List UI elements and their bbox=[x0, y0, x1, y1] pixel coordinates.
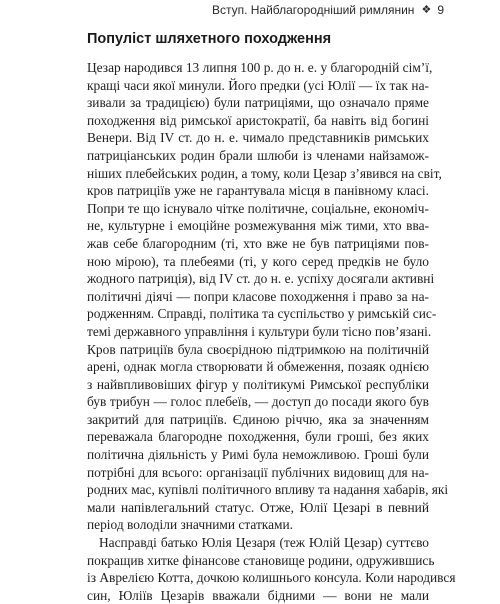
text-line: із Аврелією Котта, дочкою колишнього консула. Коли народився bbox=[87, 570, 456, 586]
text-line: син, Юліїв Цезарів вважали бідними — вони не мали bbox=[87, 587, 429, 603]
text-line: не, культурне і емоційне розмежування між тими, хто вва- bbox=[87, 218, 429, 234]
page-number: 9 bbox=[437, 3, 444, 17]
text-line: родних мас, купівлі політичного впливу та надання хабарів, які bbox=[87, 482, 449, 498]
text-line: Насправді батько Юлія Цезаря (теж Юлій Цезар) суттєво bbox=[99, 535, 429, 551]
body-text bbox=[87, 59, 456, 604]
paragraph bbox=[87, 534, 456, 604]
text-line: Венери. Від IV ст. до н. е. чимало представників римських bbox=[87, 130, 429, 146]
text-line: Попри те що існувало чітке політичне, соціальне, економіч- bbox=[87, 200, 429, 216]
text-line: покращив хитке фінансове становище родини, одружившись bbox=[87, 552, 435, 568]
text-line: жав себе благородним (ті, хто вже не був патриціями пов- bbox=[87, 235, 429, 251]
text-line: політична діяльність у Римі була неможливою. Гроші були bbox=[87, 447, 429, 463]
text-line: жодного патриція), від IV ст. до н. е. успіху досягали активні bbox=[87, 271, 435, 287]
running-header bbox=[212, 0, 444, 20]
text-line: ніших плебейських родин, а тому, коли Цезар з’явився на світ, bbox=[87, 165, 442, 181]
text-line: потрібні для всього: організації публічних видовищ для на- bbox=[87, 464, 429, 480]
section-title: Популіст шляхетного походження bbox=[87, 31, 332, 47]
text-line: кращі часи якої минули. Його предки (усі Юлії — їх так на- bbox=[87, 77, 429, 93]
text-line: походження від римської аристократії, ба навіть від богині bbox=[87, 112, 429, 128]
text-line: ною мірою), та плебеями (ті, у кого серед предків не було bbox=[87, 253, 429, 269]
text-line: політичні діячі — попри класове походження і право за на- bbox=[87, 288, 429, 304]
text-line: Кров патриціїв була своєрідною підтримкою на політичній bbox=[87, 341, 429, 357]
text-line: був трибун — голос плебеїв, — доступ до посади якого був bbox=[87, 394, 429, 410]
text-line: кров патриціїв уже не гарантувала місця в панівному класі. bbox=[87, 183, 429, 199]
text-line: період володіли значними статками. bbox=[87, 517, 294, 533]
text-line: зивали за традицією) були патриціями, що означало пряме bbox=[87, 95, 429, 111]
text-line: родженням. Справді, політика та суспільство у римській сис- bbox=[87, 306, 437, 322]
text-line: мали напівлегальний статус. Отже, Юлії Цезарі в певний bbox=[87, 499, 429, 515]
running-title: Вступ. Найблагородніший римлянин bbox=[211, 3, 415, 17]
text-line: арені, однак могла створювати й обмеження, позаяк однією bbox=[87, 359, 429, 375]
text-line: темі державного управління і культури були тісно пов’язані. bbox=[87, 323, 432, 339]
ornament-icon: ❖ bbox=[421, 3, 432, 16]
text-line: переважала благородне походження, були гроші, без яких bbox=[87, 429, 429, 445]
text-line: закритий для патриціїв. Єдиною річчю, яка за значенням bbox=[87, 411, 429, 427]
paragraph bbox=[87, 59, 449, 534]
text-line: Цезар народився 13 липня 100 р. до н. е. у благородній сім’ї, bbox=[87, 60, 433, 75]
text-line: патриціанських родин брали шлюби із членами найзамож- bbox=[87, 147, 429, 163]
text-line: з найвпливовіших фігур у політикумі Римської республіки bbox=[87, 376, 429, 392]
